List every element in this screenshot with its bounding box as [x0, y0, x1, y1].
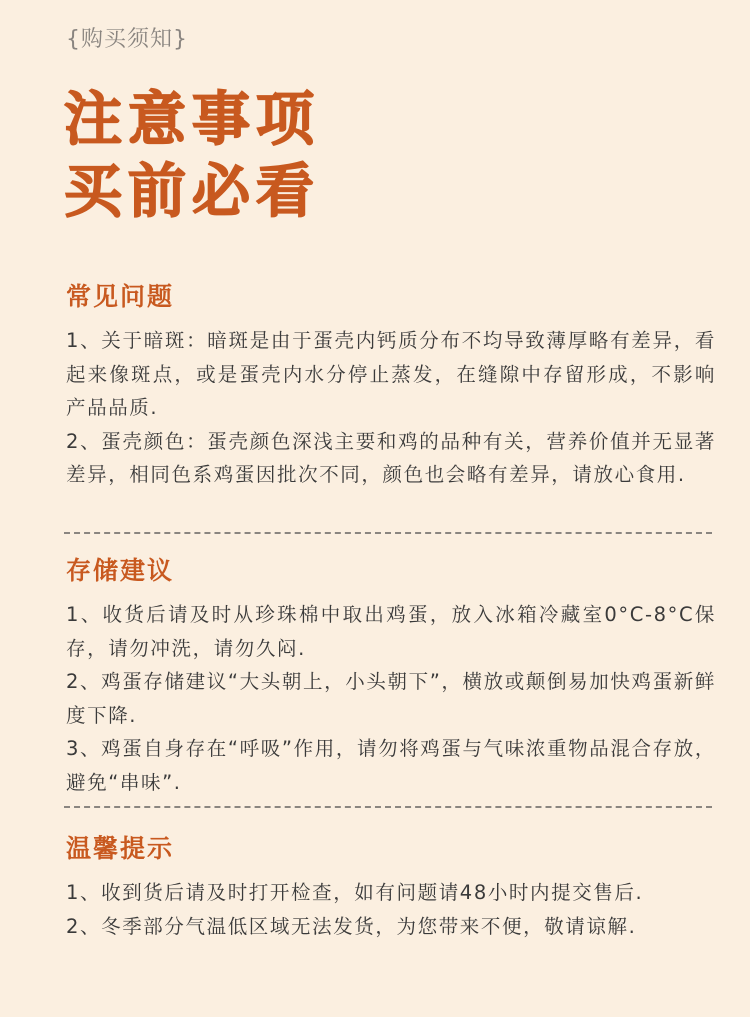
list-item: 2、蛋壳颜色：蛋壳颜色深浅主要和鸡的品种有关，营养价值并无显著差异，相同色系鸡蛋因批次不同，颜色也会略有差异，请放心食用. — [66, 429, 716, 486]
section-title: 存储建议 — [66, 556, 175, 585]
section-warm-tips — [66, 834, 716, 943]
list-item: 1、收货后请及时从珍珠棉中取出鸡蛋，放入冰箱冷藏室0°C-8°C保存，请勿冲洗，请勿久闷. — [66, 603, 716, 660]
list-item: 1、关于暗斑：暗斑是由于蛋壳内钙质分布不均导致薄厚略有差异，看起来像斑点，或是蛋壳内水分停止蒸发，在缝隙中存留形成，不影响产品品质. — [66, 329, 716, 419]
section-storage-advice — [66, 556, 716, 799]
headline-line-2: 买前必看 — [64, 157, 321, 225]
dashed-divider — [64, 532, 712, 534]
list-item: 3、鸡蛋自身存在“呼吸”作用，请勿将鸡蛋与气味浓重物品混合存放，避免“串味”. — [66, 737, 716, 794]
list-item: 1、收到货后请及时打开检查，如有问题请48小时内提交售后. — [66, 881, 644, 904]
headline-line-1: 注意事项 — [64, 85, 321, 153]
kicker-label: {购买须知} — [66, 27, 188, 52]
list-item: 2、冬季部分气温低区域无法发货，为您带来不便，敬请谅解. — [66, 914, 637, 938]
section-title: 常见问题 — [66, 282, 175, 311]
section-title: 温馨提示 — [66, 834, 175, 863]
list-item: 2、鸡蛋存储建议“大头朝上，小头朝下”，横放或颠倒易加快鸡蛋新鲜度下降. — [66, 670, 716, 727]
section-common-questions — [66, 282, 716, 492]
dashed-divider — [64, 806, 712, 808]
